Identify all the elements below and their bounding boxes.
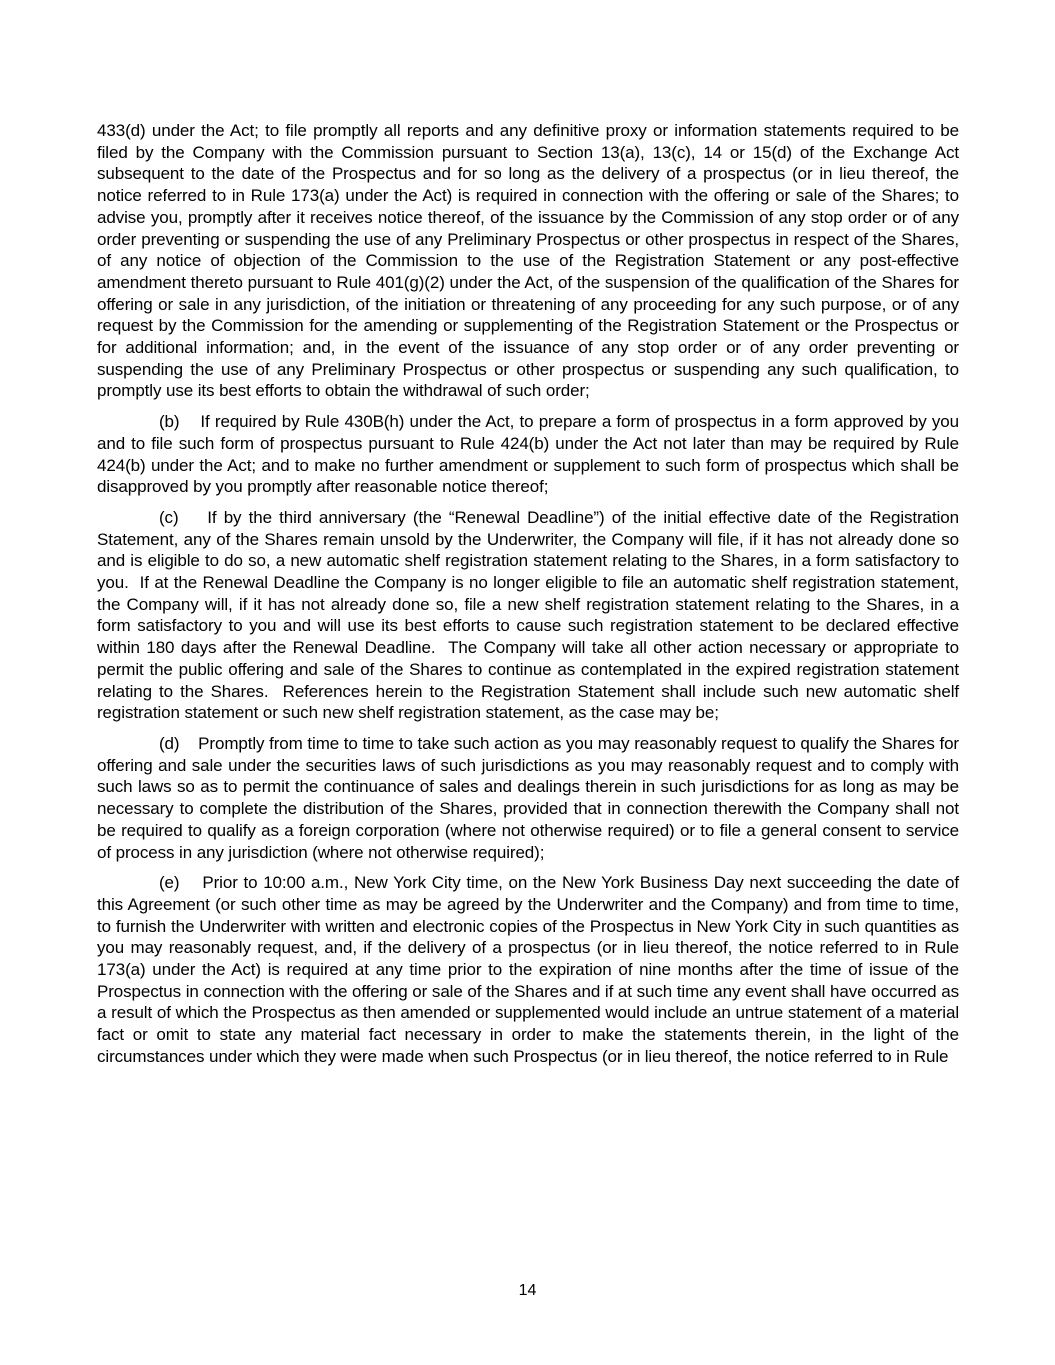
paragraph-continuation: 433(d) under the Act; to file promptly all reports and any definitive proxy or information statements required to be filed by the Company with the Commission pursuant to Section 13(a), 13(c), 14 or 15(d) of the Exchange Act subsequent to the date of the Prospectus and for so long as the delivery of a prospectus (or in lieu thereof, the notice referred to in Rule 173(a) under the Act) is required in connection with the offering or sale of the Shares; to advise you, promptly after it receives notice thereof, of the issuance by the Commission of any stop order or of any order preventing or suspending the use of any Preliminary Prospectus or other prospectus in respect of the Shares, of any notice of objection of the Commission to the use of the Registration Statement or any post-effective amendment thereto pursuant to Rule 401(g)(2) under the Act, of the suspension of the qualification of the Shares for offering or sale in any jurisdiction, of the initiation or threatening of any proceeding for any such purpose, or of any request by the Commission for the amending or supplementing of the Registration Statement or the Prospectus or for additional information; and, in the event of the issuance of any stop order or of any order preventing or suspending the use of any Preliminary Prospectus or other prospectus or suspending any such qualification, to promptly use its best efforts to obtain the withdrawal of such order; (97, 121, 959, 401)
paragraph-c: (c) If by the third anniversary (the “Renewal Deadline”) of the initial effective date of the Registration Statement, any of the Shares remain unsold by the Underwriter, the Company will file, if it has not already done so and is eligible to do so, a new automatic shelf registration statement relating to the Shares, in a form satisfactory to you. If at the Renewal Deadline the Company is no longer eligible to file an automatic shelf registration statement, the Company will, if it has not already done so, file a new shelf registration statement relating to the Shares, in a form satisfactory to you and will use its best efforts to cause such registration statement to be declared effective within 180 days after the Renewal Deadline. The Company will take all other action necessary or appropriate to permit the public offering and sale of the Shares to continue as contemplated in the expired registration statement relating to the Shares. References herein to the Registration Statement shall include such new automatic shelf registration statement or such new shelf registration statement, as the case may be; (97, 507, 959, 723)
page-number: 14 (518, 1282, 537, 1299)
document-body (97, 120, 959, 1077)
paragraph-b: (b) If required by Rule 430B(h) under the Act, to prepare a form of prospectus in a form approved by you and to file such form of prospectus pursuant to Rule 424(b) under the Act not later than may be required by Rule 424(b) under the Act; and to make no further amendment or supplement to such form of prospectus which shall be disapproved by you promptly after reasonable notice thereof; (97, 412, 959, 497)
paragraph-d: (d) Promptly from time to time to take such action as you may reasonably request to qualify the Shares for offering and sale under the securities laws of such jurisdictions as you may reasonably request and to comply with such laws so as to permit the continuance of sales and dealings therein in such jurisdictions for as long as may be necessary to complete the distribution of the Shares, provided that in connection therewith the Company shall not be required to qualify as a foreign corporation (where not otherwise required) or to file a general consent to service of process in any jurisdiction (where not otherwise required); (97, 733, 959, 862)
paragraph-e: (e) Prior to 10:00 a.m., New York City time, on the New York Business Day next succeeding the date of this Agreement (or such other time as may be agreed by the Underwriter and the Company) and from time to time, to furnish the Underwriter with written and electronic copies of the Prospectus in New York City in such quantities as you may reasonably request, and, if the delivery of a prospectus (or in lieu thereof, the notice referred to in Rule 173(a) under the Act) is required at any time prior to the expiration of nine months after the time of issue of the Prospectus in connection with the offering or sale of the Shares and if at such time any event shall have occurred as a result of which the Prospectus as then amended or supplemented would include an untrue statement of a material fact or omit to state any material fact necessary in order to make the statements therein, in the light of the circumstances under which they were made when such Prospectus (or in lieu thereof, the notice referred to in Rule (97, 873, 959, 1066)
